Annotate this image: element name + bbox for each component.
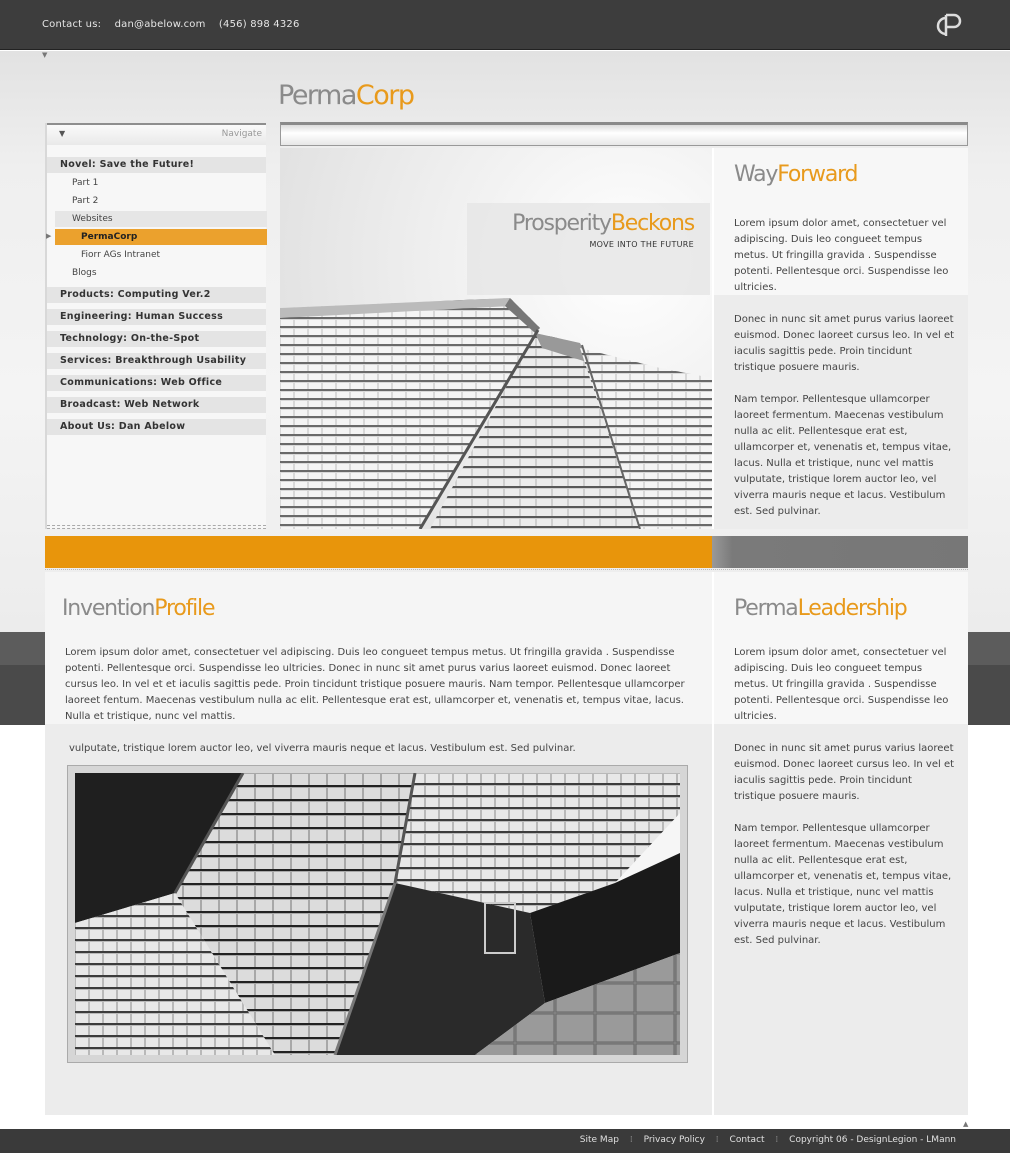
footer-link-privacy-policy[interactable]: Privacy Policy [643,1135,705,1145]
hero-subtitle: MOVE INTO THE FUTURE [589,240,694,249]
footer-copyright: Copyright 06 - DesignLegion - LMann [789,1135,956,1145]
logo-part1: Perma [278,80,356,111]
perma-leadership-paragraph-2: Donec in nunc sit amet purus varius laoreet euismod. Donec laoreet cursus leo. In vel et iaculis sagittis pede. Proin tincidunt tristique posuere mauris. [734,743,955,802]
footer-links [576,1135,960,1145]
active-marker-icon: ▶ [46,232,52,240]
way-forward-paragraph-3: Nam tempor. Pellentesque ullamcorper laoreet fermentum. Maecenas vestibulum nulla ac elit. Pellentesque erat est, ullamcorper et, venenatis et, tempus vitae, lacus. Nulla et tristique, nunc vel mattis vulputate, tristique lorem auctor leo, vel viverra mauris neque et lacus. Vestibulum est. Sed pulvinar. [734,394,952,517]
nav-sub-permacorp[interactable]: PermaCorp [55,229,267,245]
invention-profile-title-part1: Invention [62,596,155,621]
hero-title [512,211,694,236]
perma-leadership-paragraph-3: Nam tempor. Pellentesque ullamcorper laoreet fermentum. Maecenas vestibulum nulla ac elit. Pellentesque erat est, ullamcorper et, venenatis et, tempus vitae, lacus. Nulla et tristique, nunc vel mattis vulputate, tristique lorem auctor leo, vel viverra mauris neque et lacus. Vestibulum est. Sed pulvinar. [734,823,952,946]
nav-item-communications[interactable]: Communications: Web Office [47,375,266,391]
nav-sub-part2[interactable]: Part 2 [72,196,99,206]
perma-leadership-title [734,596,907,621]
footer-separator: ⁞ [629,1135,633,1145]
top-bar [0,0,1010,50]
hero-title-part2: Beckons [610,211,694,236]
nav-item-broadcast[interactable]: Broadcast: Web Network [47,397,266,413]
hero-banner [280,148,712,529]
nav-item-products[interactable]: Products: Computing Ver.2 [47,287,266,303]
nav-sub-fiorr-intranet[interactable]: Fiorr AGs Intranet [81,250,161,260]
nav-sub-part1[interactable]: Part 1 [72,178,99,188]
contact-info [42,19,310,30]
perma-leadership-title-part1: Perma [734,596,798,621]
nav-item-technology[interactable]: Technology: On-the-Spot [47,331,266,347]
contact-email-link[interactable]: dan@abelow.com [114,19,206,30]
gray-band [712,536,968,568]
cp-monogram-icon[interactable] [934,12,968,38]
way-forward-panel [712,148,968,529]
footer [0,1129,1010,1153]
way-forward-paragraph-1: Lorem ipsum dolor amet, consectetuer vel adipiscing. Duis leo congueet tempus metus. Ut fringilla gravida . Suspendisse potenti. Pellentesque orci. Suspendisse leo ultricies. [734,218,949,293]
nav-item-novel[interactable]: Novel: Save the Future! [47,157,266,173]
skyscraper-image [75,773,680,1055]
nav-item-about-us[interactable]: About Us: Dan Abelow [47,419,266,435]
footer-separator: ⁞ [715,1135,719,1145]
nav-item-engineering[interactable]: Engineering: Human Success [47,309,266,325]
perma-leadership-title-part2: Leadership [797,596,907,621]
nav-header[interactable] [47,123,266,145]
way-forward-title-part2: Forward [777,162,858,187]
invention-profile-paragraph-2: vulputate, tristique lorem auctor leo, vel viverra mauris neque et lacus. Vestibulum est. Sed pulvinar. [69,743,576,754]
accent-band [45,536,712,568]
footer-separator: ⁞ [775,1135,779,1145]
skyscraper-photo [75,773,680,1055]
way-forward-title [734,162,857,187]
perma-leadership-section [712,572,968,1115]
footer-link-site-map[interactable]: Site Map [579,1135,619,1145]
sidebar-divider [47,525,266,529]
contact-label: Contact us: [42,19,102,30]
way-forward-title-part1: Way [734,162,778,187]
back-to-top-icon[interactable]: ▲ [963,1120,969,1128]
sidebar-nav [45,123,266,529]
way-forward-paragraph-2: Donec in nunc sit amet purus varius laoreet euismod. Donec laoreet cursus leo. In vel et iaculis sagittis pede. Proin tincidunt tristique posuere mauris. [734,314,955,373]
hero-caption [467,203,710,295]
contact-phone: (456) 898 4326 [218,19,300,30]
invention-profile-title [62,596,214,621]
nav-heading: Navigate [221,129,262,139]
invention-profile-title-part2: Profile [154,596,215,621]
chevron-down-icon: ▼ [59,129,66,138]
invention-profile-paragraph-1: Lorem ipsum dolor amet, consectetuer vel adipiscing. Duis leo congueet tempus metus. Ut fringilla gravida . Suspendisse potenti. Pellentesque orci. Suspendisse leo ultricies. Donec in nunc sit amet purus varius laoreet euismod. Donec laoreet cursus leo. In vel et et iaculis sagittis pede. Proin tincidunt tristique posuere mauris. Nam tempor. Pellentesque ullamcorper laoreet fentum. Maecenas vestibulum nulla ac elit. Pellentesque erat est, ullamcorper et, venenatis et, tempus vitae, lacus. Nulla et tristique, nunc vel mattis. [65,647,685,722]
nav-sub-websites[interactable]: Websites [55,211,267,227]
site-logo[interactable] [278,80,414,111]
nav-item-services[interactable]: Services: Breakthrough Usability [47,353,266,369]
hero-toolbar [280,122,968,146]
perma-leadership-paragraph-1: Lorem ipsum dolor amet, consectetuer vel adipiscing. Duis leo congueet tempus metus. Ut fringilla gravida . Suspendisse potenti. Pellentesque orci. Suspendisse leo ultricies. [734,647,949,722]
footer-link-contact[interactable]: Contact [729,1135,765,1145]
collapse-arrow-icon[interactable]: ▼ [42,51,48,59]
hero-title-part1: Prosperity [512,211,611,236]
photo-frame [67,765,688,1063]
logo-part2: Corp [355,80,414,111]
nav-sub-blogs[interactable]: Blogs [72,268,97,278]
